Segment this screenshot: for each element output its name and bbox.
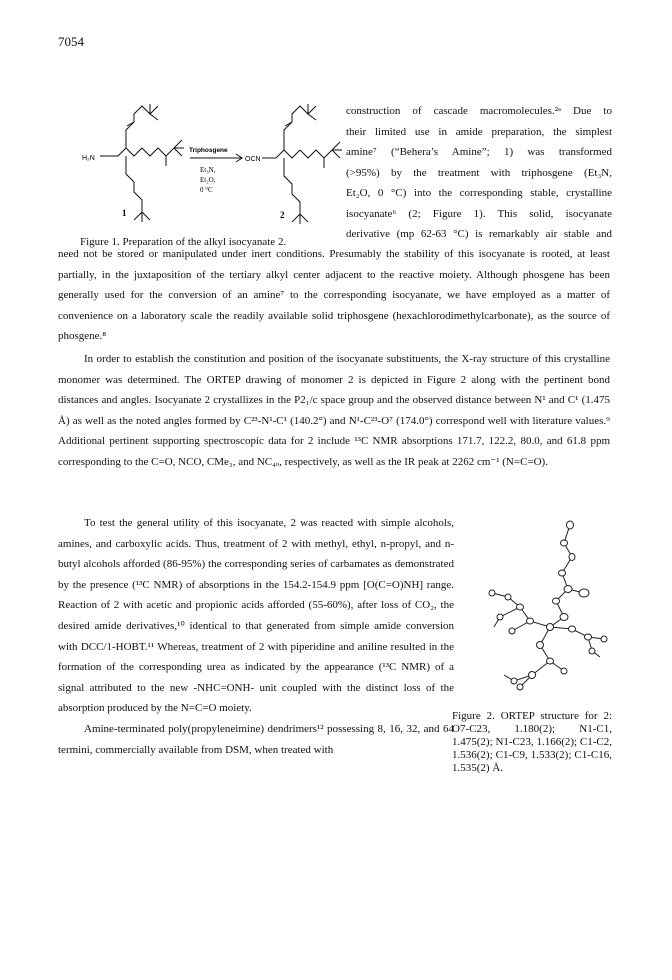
condition-1: Et₃N, [200,166,216,174]
paragraph: need not be stored or manipulated under inert conditions. Presumably the stability of this isocyanate is rooted, at least partially, in the juxtaposition of the tertiary alkyl center adjacent to the reactive moiety. Although phosgene has been generally used for the conversion of an amine⁷ to the corresponding isocyanate, we have employed as a matter of convenience on a laboratory scale the readily available solid triphosgene (hexachlorodimethylcarbonate), as the source of phosgene.⁸ [58,248,610,342]
text-line: construction of cascade macromolecules.²ᵃ Due to [346,105,612,117]
paragraph: Amine-terminated poly(propyleneimine) dendrimers¹² possessing 8, 16, 32, and 64 termini, commercially available from DSM, when treated with [58,722,454,756]
paragraph: In order to establish the constitution and position of the isocyanate substituents, the X-ray structure of this crystalline monomer was determined. The ORTEP drawing of monomer 2 is depicted in Figure 2 along with the pertinent bond distances and angles. Isocyanate 2 crystallizes in the P2₁/c space group and the observed distance between N¹ and C¹ (1.475 Å) as well as the noted angles formed by C²³-N¹-C¹ (140.2°) and N¹-C²³-O⁷ (174.0°) correspond well with literature values.⁹ Additional pertinent supporting spectroscopic data for 2 include ¹³C NMR absorptions 171.7, 122.2, 80.0, and 61.8 ppm corresponding to the C=O, NCO, CMe₃, and NC₄ₒ, respectively, as well as the IR peak at 2262 cm⁻¹ (N=C=O). [58,353,610,468]
isocyanate-label: OCN [245,156,261,163]
text-line: Et₂O, 0 °C) into the corresponding stable, crystalline [346,187,612,199]
left-column-text [58,513,454,760]
reaction-scheme [82,100,350,230]
reagent-label: Triphosgene [189,147,228,154]
condition-3: 0 °C [200,186,213,194]
ortep-structure [460,505,620,710]
text-line: amine⁷ (“Behera’s Amine”; 1) was transformed [346,146,612,158]
figure-1-caption: Figure 1. Preparation of the alkyl isocyanate 2. [80,236,287,248]
paragraph: To test the general utility of this isocyanate, 2 was reacted with simple alcohols, amines, and carboxylic acids. Thus, treatment of 2 with methyl, ethyl, n-propyl, and n-butyl alcohols afforded (86-95%) the corresponding series of carbamates as demonstrated by the presence (¹³C NMR) of absorptions in the 154.2-154.9 ppm [O(C=O)NH] range. Reaction of 2 with acetic and propionic acids afforded (55-60%), after loss of CO₂, the desired amide derivatives,¹⁰ identical to that generated from simple amide conversion with DCC/1-HOBT.¹¹ Whereas, treatment of 2 with piperidine and aniline resulted in the formation of the corresponding urea as indicated by the appearance (¹³C NMR) of a signal attributed to the new -NHC=ONH- unit coupled with the distinct loss of the absorption produced by the N=C=O moiety. [58,517,454,715]
text-line: derivative (mp 62-63 °C) is remarkably air stable and [346,228,612,240]
paragraph-2 [58,349,610,472]
compound-1-label: 1 [122,208,127,218]
compound-2-label: 2 [280,210,285,220]
amine-label: H₂N [82,155,95,162]
condition-2: Et₂O, [200,176,216,184]
right-column-text [346,101,612,245]
page-number: 7054 [58,34,84,49]
figure-2-caption: Figure 2. ORTEP structure for 2: O7-C23, 1.180(2); N1-C1, 1.475(2); N1-C23, 1.166(2); C1-C2, 1.536(2); C1-C9, 1.533(2); C1-C16, 1.535(2) Å. [452,710,612,774]
paragraph-1-continued [58,244,610,347]
text-line: isocyanate⁶ (2; Figure 1). This solid, isocyanate [346,207,612,220]
text-line: (>95%) by the treatment with triphosgene (Et₃N, [346,166,612,179]
text-line: their limited use in amide preparation, the simplest [346,125,612,138]
